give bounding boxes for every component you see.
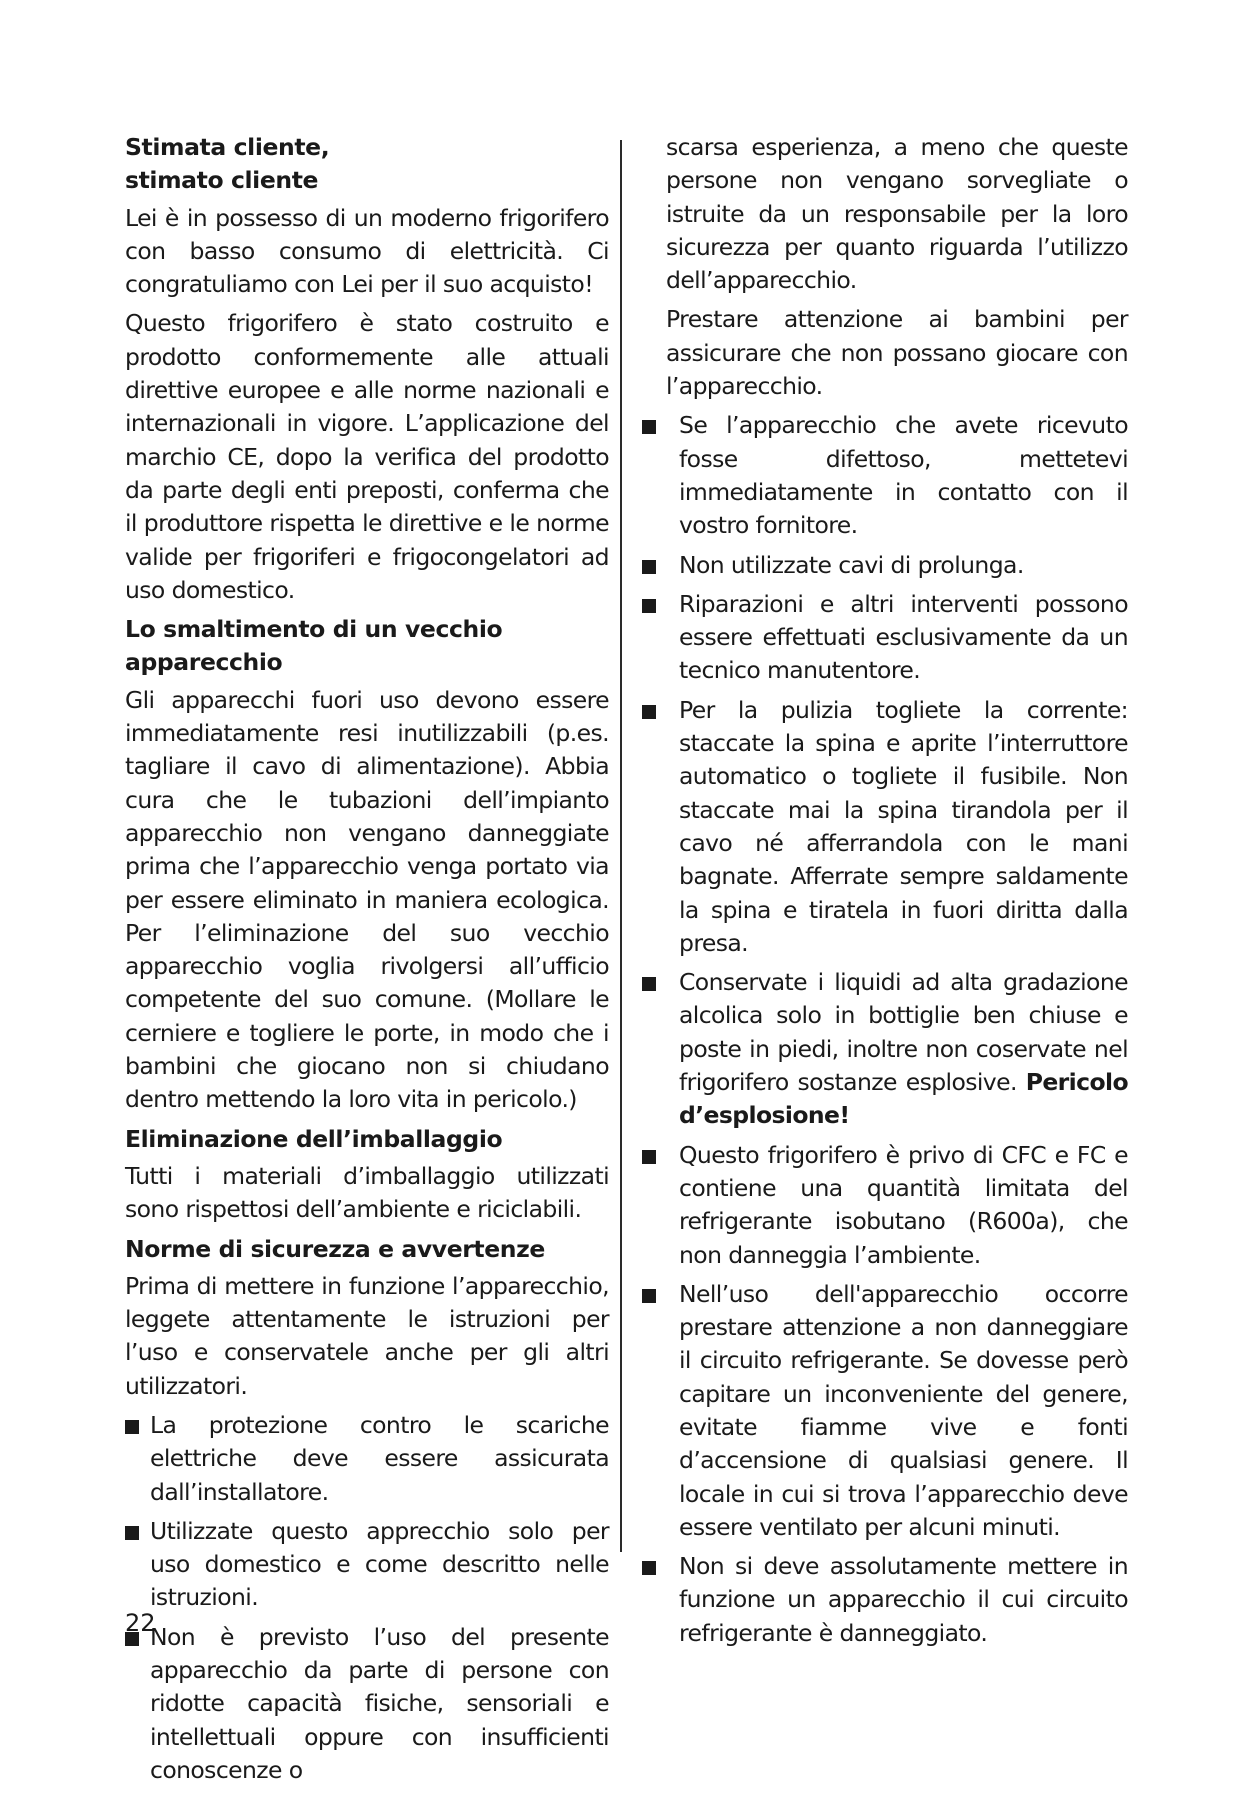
bullet-text: Per la pulizia togliete la corrente: staccate la spina e aprite l’interruttore automatico o togliete il fusibile. Non staccate mai la spina tirandola per il cavo né afferrandola con le mani bagnate. Afferrate sempre saldamente la spina e tiratela in fuori diritta dalla presa. <box>679 695 1128 957</box>
disposal-heading: Lo smaltimento di un vecchio apparecchio <box>125 615 503 677</box>
continuation-paragraph: scarsa esperienza, a meno che queste persone non vengano sorvegliate o istruite da un responsabile per la loro sicurezza per quanto riguarda l’utilizzo dell’apparecchio. <box>666 133 1128 295</box>
bullet-item <box>642 588 1128 688</box>
square-bullet-icon <box>125 1526 139 1540</box>
bullet-text: Utilizzate questo apprecchio solo per uso domestico e come descritto nelle istruzioni. <box>150 1516 609 1612</box>
square-bullet-icon <box>642 599 656 613</box>
children-paragraph: Prestare attenzione ai bambini per assicurare che non possano giocare con l’apparecchio. <box>666 305 1128 401</box>
bullet-item <box>642 694 1128 960</box>
bullet-text: Questo frigorifero è privo di CFC e FC e contiene una quantità limitata del refrigerante isobutano (R600a), che non danneggia l’ambiente. <box>679 1140 1128 1269</box>
disposal-paragraph: Gli apparecchi fuori uso devono essere immediatamente resi inutilizzabili (p.es. tagliare il cavo di alimentazione). Abbia cura che le tubazioni dell’impianto apparecchio non vengano danneggiate prima che l’apparecchio venga portato via per essere eliminato in maniera ecologica. Per l’eliminazione del suo vecchio apparecchio voglia rivolgersi all’ufficio competente del suo comune. (Mollare le cerniere e togliere le porte, in modo che i bambini che giocano non si chiudano dentro mettendo la loro vita in pericolo.) <box>125 685 609 1114</box>
explosion-warning: Pericolo d’esplosione! <box>679 1068 1128 1130</box>
greeting-line-2: stimato cliente <box>125 166 319 195</box>
column-divider <box>620 140 622 1552</box>
intro-paragraph-2: Questo frigorifero è stato costruito e prodotto conformemente alle attuali direttive europee e alle norme nazionali e internazionali in vigore. L’applicazione del marchio CE, dopo la verifica del prodotto da parte degli enti preposti, conferma che il produttore rispetta le direttive e le norme valide per frigoriferi e frigocongelatori ad uso domestico. <box>125 309 609 604</box>
square-bullet-icon <box>642 1289 656 1303</box>
greeting-heading <box>125 131 609 198</box>
right-column <box>642 131 1128 1656</box>
square-bullet-icon <box>642 1150 656 1164</box>
bullet-item <box>642 1139 1128 1272</box>
square-bullet-icon <box>642 705 656 719</box>
bullet-item <box>642 409 1128 542</box>
page-number: 22 <box>125 1609 156 1637</box>
bullet-text: Riparazioni e altri interventi possono essere effettuati esclusivamente da un tecnico manutentore. <box>679 589 1128 685</box>
packaging-paragraph: Tutti i materiali d’imballaggio utilizzati sono rispettosi dell’ambiente e riciclabili. <box>125 1161 609 1224</box>
left-column <box>125 131 609 1793</box>
bullet-item <box>125 1515 609 1615</box>
square-bullet-icon <box>125 1420 139 1434</box>
bullet-item <box>125 1621 609 1787</box>
square-bullet-icon <box>642 977 656 991</box>
safety-intro-paragraph: Prima di mettere in funzione l’apparecchio, leggete attentamente le istruzioni per l’uso e conservatele anche per gli altri utilizzatori. <box>125 1271 609 1400</box>
intro-paragraph-1: Lei è in possesso di un moderno frigorifero con basso consumo di elettricità. Ci congratuliamo con Lei per il suo acquisto! <box>125 203 609 299</box>
greeting-line-1: Stimata cliente, <box>125 133 330 161</box>
packaging-heading: Eliminazione dell’imballaggio <box>125 1124 503 1153</box>
bullet-item <box>642 966 1128 1132</box>
bullet-item <box>642 549 1128 582</box>
bullet-text: Non si deve assolutamente mettere in funzione un apparecchio il cui circuito refrigerante è danneggiato. <box>679 1552 1128 1647</box>
square-bullet-icon <box>642 420 656 434</box>
bullet-text: Se l’apparecchio che avete ricevuto fosse difettoso, mettetevi immediatamente in contatto con il vostro fornitore. <box>679 411 1128 540</box>
bullet-text: La protezione contro le scariche elettriche deve essere assicurata dall’installatore. <box>150 1410 609 1506</box>
bullet-text: Non utilizzate cavi di prolunga. <box>679 550 1024 579</box>
alcohol-text: Conservate i liquidi ad alta gradazione alcolica solo in bottiglie ben chiuse e poste in piedi, inoltre non coservate nel frigorifero sostanze esplosive. <box>679 968 1128 1097</box>
bullet-text <box>679 966 1128 1132</box>
bullet-item <box>642 1550 1128 1650</box>
safety-heading: Norme di sicurezza e avvertenze <box>125 1234 545 1263</box>
bullet-text: Non è previsto l’uso del presente apparecchio da parte di persone con ridotte capacità fisiche, sensoriali e intellettuali oppure con insufficienti conoscenze o <box>150 1622 609 1784</box>
bullet-item <box>642 1278 1128 1544</box>
square-bullet-icon <box>642 1561 656 1575</box>
bullet-text: Nell’uso dell'apparecchio occorre prestare attenzione a non danneggiare il circuito refrigerante. Se dovesse però capitare un inconveniente del genere, evitate fiamme vive e fonti d’accensione di qualsiasi genere. Il locale in cui si trova l’apparecchio deve essere ventilato per alcuni minuti. <box>679 1279 1128 1541</box>
square-bullet-icon <box>642 560 656 574</box>
bullet-item <box>125 1409 609 1509</box>
